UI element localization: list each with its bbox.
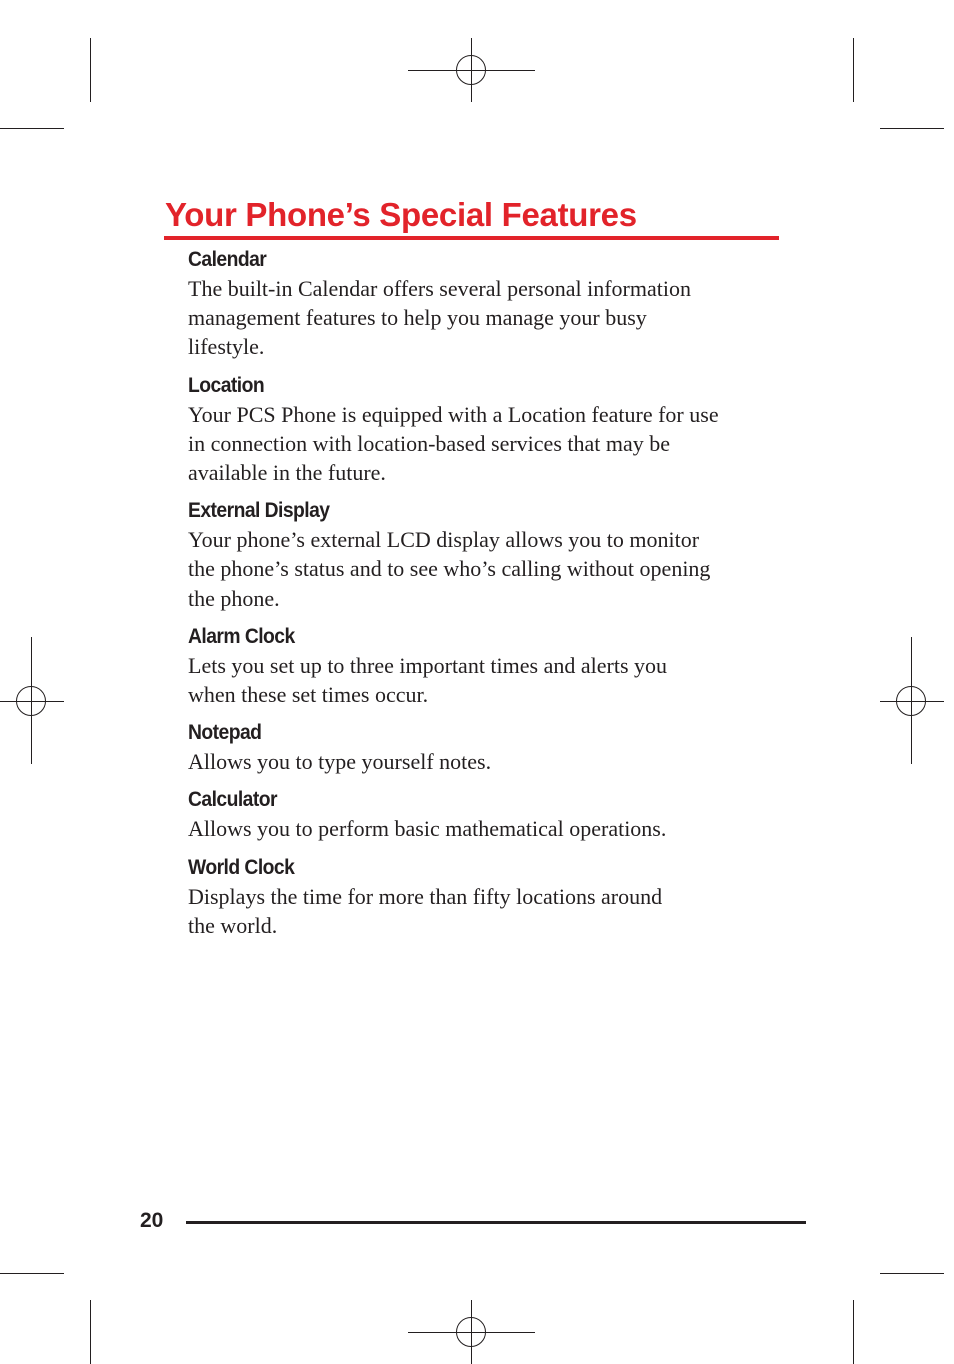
crop-mark xyxy=(90,1300,91,1364)
feature-alarm-clock xyxy=(188,623,788,709)
feature-text-line: available in the future. xyxy=(188,460,386,486)
feature-location xyxy=(188,372,788,488)
feature-text-line: Allows you to perform basic mathematical operations. xyxy=(188,816,667,842)
feature-heading: External Display xyxy=(188,499,330,523)
crop-mark xyxy=(880,1273,944,1274)
page-number: 20 xyxy=(140,1209,164,1232)
feature-heading: Notepad xyxy=(188,721,262,745)
crop-mark xyxy=(853,38,854,102)
registration-mark-circle xyxy=(456,55,486,85)
feature-text-line: lifestyle. xyxy=(188,334,265,360)
feature-description xyxy=(188,525,788,613)
feature-notepad xyxy=(188,719,788,776)
feature-text-line: The built-in Calendar offers several personal information xyxy=(188,276,691,301)
feature-text-line: Allows you to type yourself notes. xyxy=(188,749,492,775)
feature-description xyxy=(188,814,788,843)
crop-mark xyxy=(90,38,91,102)
feature-description xyxy=(188,882,788,940)
feature-description xyxy=(188,274,788,362)
feature-external-display xyxy=(188,497,788,613)
crop-mark xyxy=(853,1300,854,1364)
registration-mark-circle xyxy=(896,686,926,716)
feature-text-line: Your phone’s external LCD display allows you to monitor xyxy=(188,527,700,553)
feature-description xyxy=(188,651,788,709)
feature-calculator xyxy=(188,786,788,843)
feature-calendar xyxy=(188,246,788,362)
feature-text-line: when these set times occur. xyxy=(188,682,429,708)
feature-text-line: in connection with location-based services that may be xyxy=(188,430,671,456)
feature-heading: Calendar xyxy=(188,248,267,271)
feature-text-line: management features to help you manage your busy xyxy=(188,305,647,331)
feature-heading: Location xyxy=(188,373,265,397)
registration-mark-circle xyxy=(16,686,46,716)
footer-rule xyxy=(186,1221,806,1224)
crop-mark xyxy=(0,1273,64,1274)
title-rule xyxy=(164,236,779,240)
feature-heading: World Clock xyxy=(188,855,295,879)
feature-description xyxy=(188,400,788,488)
feature-list xyxy=(188,246,788,950)
feature-text-line: Lets you set up to three important times and alerts you xyxy=(188,652,668,678)
feature-heading: Alarm Clock xyxy=(188,624,295,648)
registration-mark-circle xyxy=(456,1317,486,1347)
crop-mark xyxy=(880,128,944,129)
feature-heading: Calculator xyxy=(188,788,277,812)
page-title: Your Phone’s Special Features xyxy=(165,196,637,233)
feature-text-line: the world. xyxy=(188,912,278,938)
feature-text-line: the phone. xyxy=(188,585,280,611)
feature-description xyxy=(188,747,788,776)
feature-world-clock xyxy=(188,854,788,940)
feature-text-line: the phone’s status and to see who’s calling without opening xyxy=(188,556,711,582)
feature-text-line: Your PCS Phone is equipped with a Location feature for use xyxy=(188,401,719,427)
crop-mark xyxy=(0,128,64,129)
feature-text-line: Displays the time for more than fifty locations around xyxy=(188,883,663,909)
